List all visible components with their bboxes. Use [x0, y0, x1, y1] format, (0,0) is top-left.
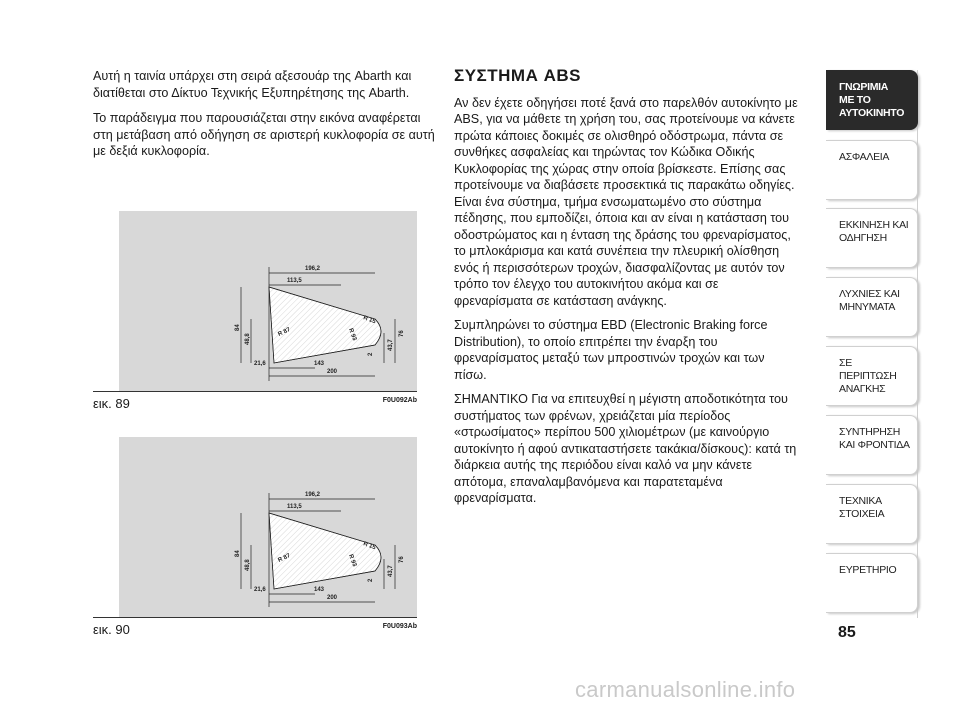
dim-76: 76: [399, 556, 405, 563]
tab-emergency[interactable]: ΣΕ ΠΕΡΙΠΤΩΣΗ ΑΝΑΓΚΗΣ: [826, 346, 918, 406]
dim-r87: R 87: [277, 553, 292, 564]
watermark: carmanualsonline.info: [575, 677, 796, 702]
page-number: 85: [838, 624, 856, 641]
tab-starting-driving[interactable]: ΕΚΚΙΝΗΣΗ ΚΑΙ ΟΔΗΓΗΣΗ: [826, 208, 918, 268]
dim-43: 43,7: [388, 339, 394, 351]
figure-89-code: F0U092Ab: [382, 397, 417, 404]
dim-r93: R 93: [347, 553, 358, 568]
figure-90-drawing: [119, 437, 417, 617]
dim-200: 200: [327, 595, 338, 601]
dim-143: 143: [314, 587, 325, 593]
dim-43: 43,7: [388, 565, 394, 577]
important-paragraph: ΣΗΜΑΝΤΙΚΟ Για να επιτευχθεί η μέγιστη αποδοτικότητα του συστήματος των φρένων, χρειάζεται μία περίοδος «στρωσίματος» περίπου 500 χιλιομέτρων (με καινούργιο αυτοκίνητο ή αφού αντικαταστήσετε τακάκια/δίσκους): κατά τη διάρκεια αυτής της περιόδου είναι καλό να μην κάνετε απότομα, επαναλαμβανόμενα και παρατεταμένα φρεναρίσματα.: [454, 392, 797, 505]
abs-paragraph: Αν δεν έχετε οδηγήσει ποτέ ξανά στο παρελθόν αυτοκίνητο με ABS, για να μάθετε τη χρήση του, σας προτείνουμε να κάνετε πρώτα κάποιες δοκιμές σε ολισθηρό οδόστρωμα, πάντα σε συνθήκες ασφαλείας και τηρώντας τον Κώδικα Οδικής Κυκλοφορίας της χώρας στην οποία βρίσκεστε. Επίσης σας προτείνουμε να διαβάσετε προσεκτικά τις παρακάτω οδηγίες. Είναι ένα σύστημα, τμήμα ενσωματωμένο στο σύστημα πέδησης, που εμποδίζει, όποια και αν είναι η κατάσταση του οδοστρώματος και η ένταση της δράσης του φρεναρίσματος, το μπλοκάρισμα και κατά συνέπεια την πλευρική ολίσθηση ενός ή περισσότερων τροχών, διασφαλίζοντας με αυτόν τον τρόπο τον έλεγχο του αυτοκινήτου ακόμα και σε φρεναρίσματα σε κατάσταση ανάγκης.: [454, 95, 798, 308]
dim-r87: R 87: [277, 327, 292, 338]
section-title: ΣΥΣΤΗΜΑ ABS: [454, 66, 581, 85]
figure-90: [93, 437, 417, 637]
figure-90-rule: [93, 617, 417, 618]
tab-safety[interactable]: ΑΣΦΑΛΕΙΑ: [826, 140, 918, 200]
dim-21: 21,6: [254, 361, 266, 367]
dim-196: 196,2: [305, 492, 321, 498]
tab-index[interactable]: ΕΥΡΕΤΗΡΙΟ: [826, 553, 918, 613]
intro-paragraph: Αυτή η ταινία υπάρχει στη σειρά αξεσουάρ της Abarth και διατίθεται στο Δίκτυο Τεχνικής Εξυπηρέτησης της Abarth.: [93, 69, 412, 100]
ebd-paragraph: Συμπληρώνει το σύστημα EBD (Electronic Braking force Distribution), το οποίο επιτρέπει την έναρξη του φρεναρίσματος μεταξύ των μπροστινών τροχών και των πίσω.: [454, 318, 768, 382]
tab-maintenance[interactable]: ΣΥΝΤΗΡΗΣΗ ΚΑΙ ΦΡΟΝΤΙΔΑ: [826, 415, 918, 475]
dim-113: 113,5: [287, 504, 302, 510]
dim-48: 48,8: [245, 333, 251, 345]
dim-84: 84: [235, 550, 241, 557]
figure-89-drawing: [119, 211, 417, 391]
dim-21: 21,6: [254, 587, 266, 593]
figure-89-caption: εικ. 89: [93, 396, 130, 411]
dim-r15: R 15: [362, 315, 377, 326]
tab-lights-messages[interactable]: ΛΥΧΝΙΕΣ ΚΑΙ ΜΗΝΥΜΑΤΑ: [826, 277, 918, 337]
dim-143: 143: [314, 361, 325, 367]
figure-90-caption: εικ. 90: [93, 622, 130, 637]
figure-90-code: F0U093Ab: [382, 623, 417, 630]
dim-2: 2: [368, 352, 374, 356]
tab-technical-data[interactable]: ΤΕΧΝΙΚΑ ΣΤΟΙΧΕΙΑ: [826, 484, 918, 544]
dim-2: 2: [368, 578, 374, 582]
example-paragraph: Το παράδειγμα που παρουσιάζεται στην εικόνα αναφέρεται στη μετάβαση από οδήγηση σε αριστερή κυκλοφορία σε αυτή με δεξιά κυκλοφορία.: [93, 111, 435, 158]
dim-113: 113,5: [287, 278, 302, 284]
left-column: [93, 68, 438, 169]
dim-200: 200: [327, 369, 338, 375]
dim-196: 196,2: [305, 266, 321, 272]
figure-89-rule: [93, 391, 417, 392]
dim-84: 84: [235, 324, 241, 331]
dim-r93: R 93: [347, 327, 358, 342]
figure-89: [93, 211, 417, 411]
dim-48: 48,8: [245, 559, 251, 571]
chapter-tabs: [826, 70, 918, 618]
headlamp-mask-diagram: [119, 437, 417, 617]
tab-getting-to-know[interactable]: ΓΝΩΡΙΜΙΑ ΜΕ ΤΟ ΑΥΤΟΚΙΝΗΤΟ: [826, 70, 918, 130]
dim-r15: R 15: [362, 541, 377, 552]
right-column: [454, 68, 799, 515]
headlamp-mask-diagram: [119, 211, 417, 391]
dim-76: 76: [399, 330, 405, 337]
